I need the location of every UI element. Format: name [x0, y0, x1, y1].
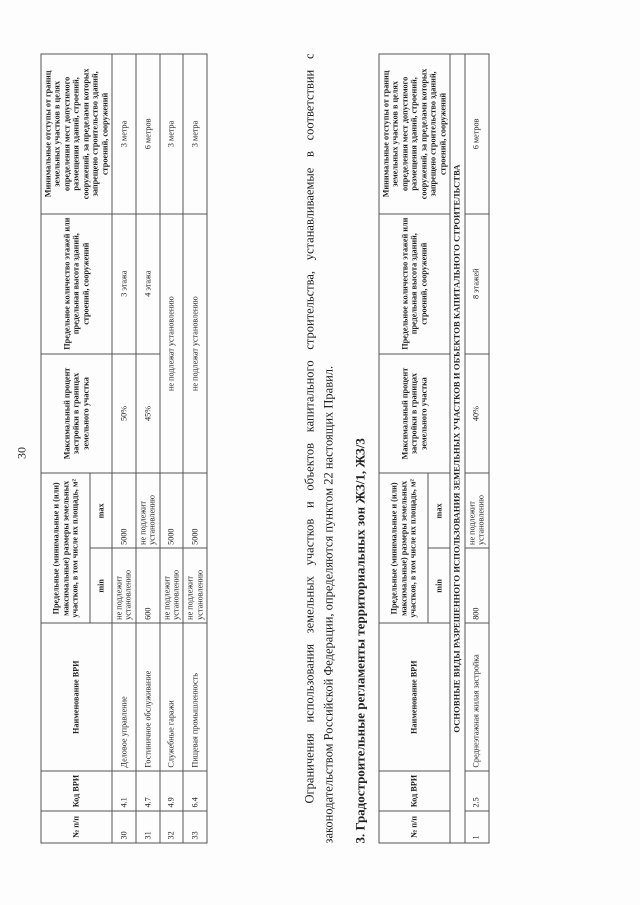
cell-floors: 8 этажей [464, 213, 488, 353]
table-row [183, 54, 207, 843]
cell-code: 4.9 [159, 771, 183, 811]
cell-floors: 4 этажа [135, 213, 159, 353]
cell-setback: 6 метров [135, 54, 159, 214]
cell-min: не подлежит установлению [111, 548, 135, 623]
cell-max: не подлежит установлению [464, 473, 488, 548]
header-name: Наименование ВРИ [379, 623, 450, 771]
header-code: Код ВРИ [379, 771, 450, 811]
cell-setback: 6 метров [464, 54, 488, 214]
header-max: max [428, 473, 449, 548]
section-heading: 3. Градостроительные регламенты территориальных зон ЖЗ/1, ЖЗ/3 [352, 437, 367, 843]
cell-name: Деловое управление [111, 623, 135, 771]
cell-percent: 40% [464, 353, 488, 473]
cell-num: 31 [135, 811, 159, 843]
cell-code: 6.4 [183, 771, 207, 811]
cell-name: Служебные гаражи [159, 623, 183, 771]
table-row [135, 54, 159, 843]
section-title: ОСНОВНЫЕ ВИДЫ РАЗРЕШЕННОГО ИСПОЛЬЗОВАНИЯ ЗЕМЕЛЬНЫХ УЧАСТКОВ И ОБЪЕКТОВ КАПИТАЛЬНОГО СТРОИТЕЛЬСТВА [449, 54, 464, 843]
cell-setback: 3 метра [159, 54, 183, 214]
cell-max: не подлежит установлению [135, 473, 159, 548]
header-max: max [90, 473, 111, 548]
cell-setback: 3 метра [111, 54, 135, 214]
cell-code: 4.1 [111, 771, 135, 811]
header-code: Код ВРИ [41, 771, 112, 811]
cell-merged: не подлежат установлению [183, 213, 207, 473]
section-row [449, 54, 464, 843]
header-setback: Минимальные отступы от границ земельных участков в целях определения мест допустимого размещения зданий, строений, сооружений, за пределами которых запрещено строительство зданий, строений, сооружений [41, 54, 112, 214]
cell-percent: 50% [111, 353, 135, 473]
cell-num: 30 [111, 811, 135, 843]
table-row [159, 54, 183, 843]
cell-name: Среднеэтажная жилая застройка [464, 623, 488, 771]
header-min: min [428, 548, 449, 623]
page-number: 30 [14, 446, 28, 459]
cell-min: 800 [464, 548, 488, 623]
cell-code: 2.5 [464, 771, 488, 811]
header-min: min [90, 548, 111, 623]
header-name: Наименование ВРИ [41, 623, 112, 771]
cell-code: 4.7 [135, 771, 159, 811]
restrictions-paragraph: Ограничения использования земельных участков и объектов капитального строительства, устанавливаемые в соответствии с законодательством Российской Федерации, определяются пунктом 22 настоящих Правил. [302, 53, 336, 843]
cell-num: 32 [159, 811, 183, 843]
cell-max: 5000 [159, 473, 183, 548]
cell-name: Пищевая промышленность [183, 623, 207, 771]
cell-max: 5000 [111, 473, 135, 548]
cell-percent: 45% [135, 353, 159, 473]
header-num: № п/п [379, 811, 450, 843]
cell-num: 33 [183, 811, 207, 843]
header-percent: Максимальный процент застройки в границах земельного участка [41, 353, 112, 473]
regulations-table-1 [40, 53, 207, 843]
cell-max: 5000 [183, 473, 207, 548]
cell-min: не подлежит установлению [159, 548, 183, 623]
table-row [464, 54, 488, 843]
header-num: № п/п [41, 811, 112, 843]
cell-num: 1 [464, 811, 488, 843]
header-percent: Максимальный процент застройки в границах земельного участка [379, 353, 450, 473]
cell-floors: 3 этажа [111, 213, 135, 353]
header-size-group: Предельные (минимальные и (или) максимальные) размеры земельных участков, в том числе их площадь, м² [41, 473, 90, 623]
header-floors: Предельное количество этажей или предельная высота зданий, строений, сооружений [41, 213, 112, 353]
cell-setback: 3 метра [183, 54, 207, 214]
table-row [111, 54, 135, 843]
cell-name: Гостиничное обслуживание [135, 623, 159, 771]
regulations-table-2 [378, 53, 489, 843]
cell-merged: не подлежат установлению [159, 213, 183, 473]
cell-min: 600 [135, 548, 159, 623]
cell-min: не подлежит установлению [183, 548, 207, 623]
header-floors: Предельное количество этажей или предельная высота зданий, строений, сооружений [379, 213, 450, 353]
header-size-group: Предельные (минимальные и (или) максимальные) размеры земельных участков, в том числе их площадь, м² [379, 473, 428, 623]
header-setback: Минимальные отступы от границ земельных участков в целях определения мест допустимого размещения зданий, строений, сооружений, за пределами которых запрещено строительство зданий, строений, сооружений [379, 54, 450, 214]
